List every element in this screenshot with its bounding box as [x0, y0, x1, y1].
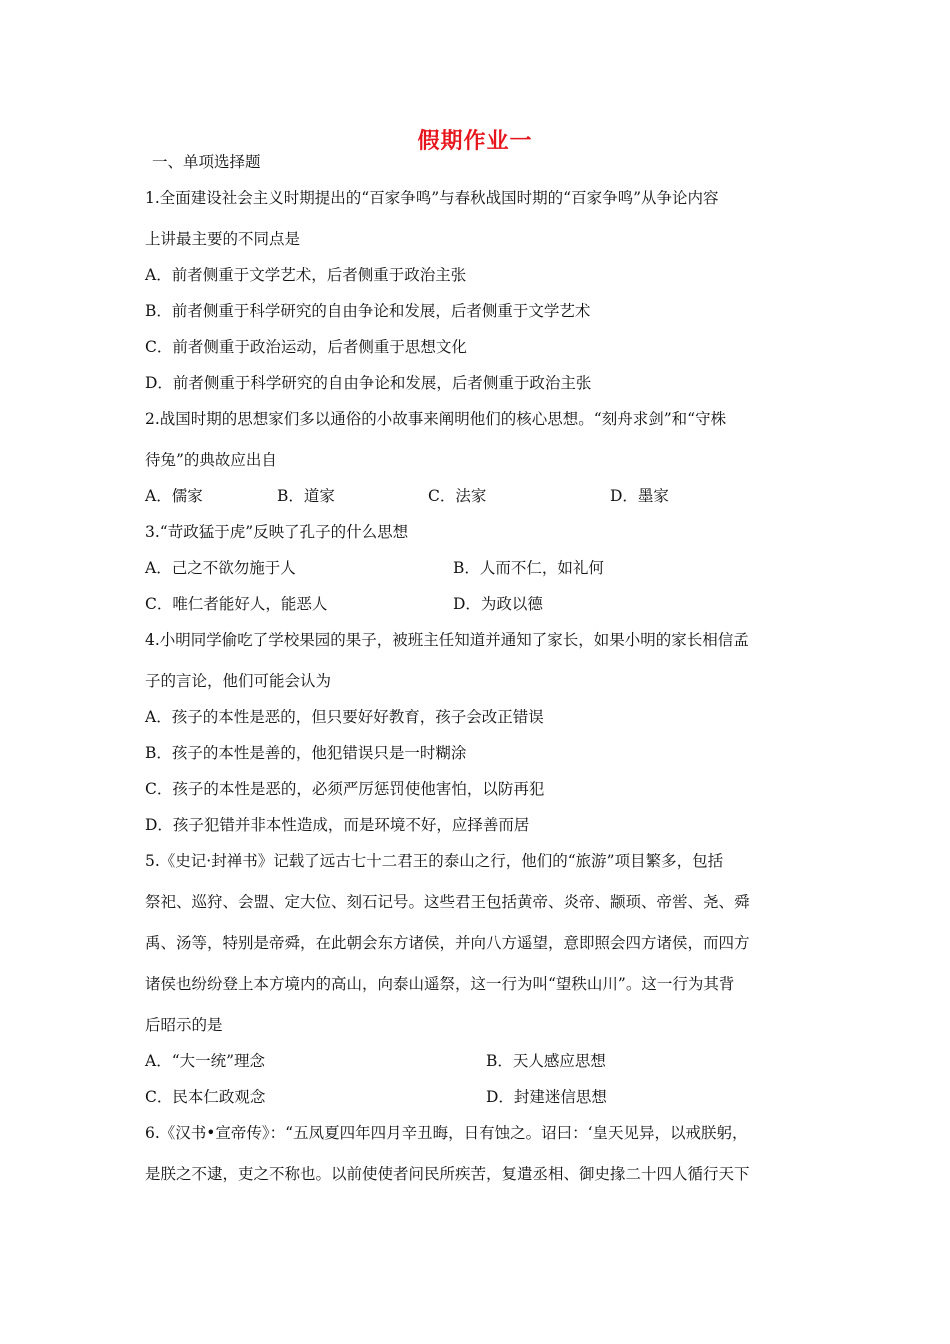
question-1-option-b: B．前者侧重于科学研究的自由争论和发展，后者侧重于文学艺术: [145, 302, 591, 320]
question-5-stem-line-4: 诸侯也纷纷登上本方境内的高山，向泰山遥祭，这一行为叫“望秩山川”。这一行为其背: [145, 975, 735, 993]
question-5-stem-line-3: 禹、汤等，特别是帝舜，在此朝会东方诸侯，并向八方遥望，意即照会四方诸侯，而四方: [145, 934, 750, 952]
question-2-stem-line-2: 待兔”的典故应出自: [145, 451, 277, 469]
question-3-option-d: D．为政以德: [453, 595, 543, 613]
question-1-option-d: D．前者侧重于科学研究的自由争论和发展，后者侧重于政治主张: [145, 374, 592, 392]
section-heading: 一、单项选择题: [152, 153, 261, 171]
question-6-stem-line-1: 6.《汉书•宣帝传》：“五凤夏四年四月辛丑晦，日有蚀之。诏曰：‘皇天见异，以戒朕躬，: [145, 1124, 748, 1142]
question-4-stem-line-2: 子的言论，他们可能会认为: [145, 672, 332, 690]
question-3-option-b: B．人而不仁，如礼何: [453, 559, 604, 577]
question-4-option-d: D．孩子犯错并非本性造成，而是环境不好，应择善而居: [145, 816, 530, 834]
question-5-stem-line-2: 祭祀、巡狩、会盟、定大位、刻石记号。这些君王包括黄帝、炎帝、颛顼、帝喾、尧、舜: [145, 893, 750, 911]
question-5-option-c: C．民本仁政观念: [145, 1088, 266, 1106]
question-1-option-a: A．前者侧重于文学艺术，后者侧重于政治主张: [145, 266, 467, 284]
page-title: 假期作业一: [417, 129, 533, 154]
question-4-option-c: C．孩子的本性是恶的，必须严厉惩罚使他害怕，以防再犯: [145, 780, 545, 798]
question-2-option-d: D．墨家: [610, 487, 669, 505]
question-3-stem: 3.“苛政猛于虎”反映了孔子的什么思想: [145, 523, 409, 541]
question-1-stem-line-2: 上讲最主要的不同点是: [145, 230, 301, 248]
question-5-option-b: B．天人感应思想: [486, 1052, 606, 1070]
question-2-option-b: B．道家: [277, 487, 335, 505]
question-2-option-a: A．儒家: [145, 487, 203, 505]
question-4-option-b: B．孩子的本性是善的，他犯错误只是一时糊涂: [145, 744, 467, 762]
question-3-option-c: C．唯仁者能好人，能恶人: [145, 595, 328, 613]
question-5-option-a: A．“大一统”理念: [145, 1052, 266, 1070]
question-5-option-d: D．封建迷信思想: [486, 1088, 607, 1106]
question-5-stem-line-5: 后昭示的是: [145, 1016, 223, 1034]
question-3-option-a: A．己之不欲勿施于人: [145, 559, 296, 577]
question-2-option-c: C．法家: [428, 487, 487, 505]
question-6-stem-line-2: 是朕之不逮，吏之不称也。以前使使者问民所疾苦，复遣丞相、御史掾二十四人循行天下: [145, 1165, 750, 1183]
question-5-stem-line-1: 5.《史记·封禅书》记载了远古七十二君王的泰山之行，他们的“旅游”项目繁多，包括: [145, 852, 724, 870]
question-4-stem-line-1: 4.小明同学偷吃了学校果园的果子，被班主任知道并通知了家长，如果小明的家长相信孟: [145, 631, 749, 649]
question-4-option-a: A．孩子的本性是恶的，但只要好好教育，孩子会改正错误: [145, 708, 544, 726]
question-2-stem-line-1: 2.战国时期的思想家们多以通俗的小故事来阐明他们的核心思想。“刻舟求剑”和“守株: [145, 410, 727, 428]
question-1-stem-line-1: 1.全面建设社会主义时期提出的“百家争鸣”与春秋战国时期的“百家争鸣”从争论内容: [145, 189, 719, 207]
question-1-option-c: C．前者侧重于政治运动，后者侧重于思想文化: [145, 338, 467, 356]
